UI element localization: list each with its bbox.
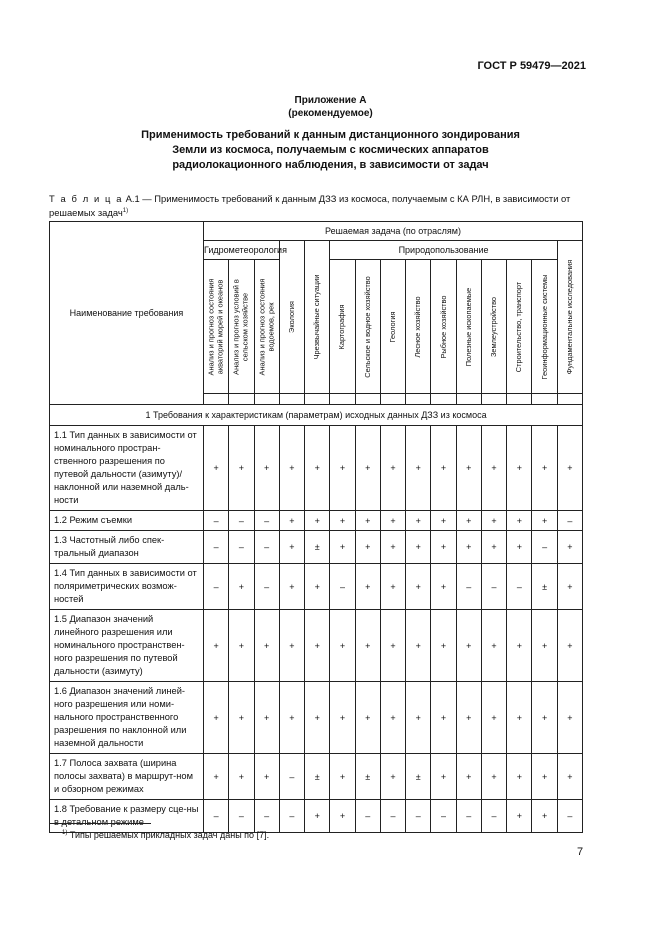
applicability-mark: + bbox=[507, 682, 532, 754]
header-spacer-cell bbox=[305, 394, 330, 405]
header-spacer-cell bbox=[557, 394, 582, 405]
caption-text: А.1 — Применимость требований к данным ДЗЗ из космоса, получаемым с КА РЛН, в зависимости от решаемых задач bbox=[49, 193, 571, 219]
column-header: Экология bbox=[279, 241, 304, 394]
applicability-mark: + bbox=[406, 426, 431, 511]
applicability-mark: + bbox=[406, 682, 431, 754]
applicability-mark: + bbox=[305, 800, 330, 833]
applicability-mark: – bbox=[204, 564, 229, 610]
document-code: ГОСТ Р 59479—2021 bbox=[477, 60, 586, 72]
column-header: Геоинформационные системы bbox=[532, 260, 557, 394]
applicability-mark: + bbox=[380, 564, 405, 610]
table-row bbox=[50, 754, 583, 800]
column-header: Сельское и водное хозяйство bbox=[355, 260, 380, 394]
header-spacer-cell bbox=[279, 394, 304, 405]
applicability-mark: + bbox=[305, 682, 330, 754]
task-header: Решаемая задача (по отраслям) bbox=[204, 222, 583, 241]
applicability-mark: + bbox=[229, 682, 254, 754]
applicability-mark: ± bbox=[355, 754, 380, 800]
applicability-mark: + bbox=[456, 426, 481, 511]
applicability-mark: + bbox=[431, 682, 456, 754]
applicability-mark: – bbox=[229, 531, 254, 564]
header-spacer-cell bbox=[507, 394, 532, 405]
header-spacer-cell bbox=[229, 394, 254, 405]
applicability-mark: – bbox=[204, 800, 229, 833]
applicability-mark: + bbox=[431, 511, 456, 531]
applicability-mark: + bbox=[557, 426, 582, 511]
applicability-mark: – bbox=[532, 531, 557, 564]
table-row bbox=[50, 800, 583, 833]
footnote-divider bbox=[49, 823, 151, 824]
name-column-header: Наименование требования bbox=[50, 222, 204, 405]
column-header: Анализ и прогноз состояния водоемов, рек bbox=[254, 260, 279, 394]
applicability-mark: + bbox=[204, 682, 229, 754]
applicability-mark: + bbox=[229, 564, 254, 610]
applicability-mark: + bbox=[456, 682, 481, 754]
applicability-mark: + bbox=[355, 610, 380, 682]
requirement-name: 1.4 Тип данных в зависимости от поляриметрических возмож-ностей bbox=[50, 564, 204, 610]
applicability-mark: + bbox=[279, 682, 304, 754]
applicability-mark: + bbox=[330, 531, 355, 564]
requirement-name: 1.1 Тип данных в зависимости от номинального простран-ственного разрешения по путевой дальности (азимуту)/ наклонной или наземной даль-ности bbox=[50, 426, 204, 511]
applicability-mark: + bbox=[507, 754, 532, 800]
applicability-mark: + bbox=[279, 426, 304, 511]
applicability-mark: – bbox=[406, 800, 431, 833]
caption-prefix: Т а б л и ц а bbox=[49, 193, 124, 204]
applicability-mark: ± bbox=[532, 564, 557, 610]
applicability-mark: + bbox=[305, 610, 330, 682]
main-title-line: Применимость требований к данным дистанционного зондирования bbox=[141, 129, 520, 141]
column-header: Картография bbox=[330, 260, 355, 394]
applicability-mark: + bbox=[254, 426, 279, 511]
main-title bbox=[0, 128, 661, 173]
applicability-mark: + bbox=[204, 754, 229, 800]
applicability-mark: + bbox=[305, 564, 330, 610]
applicability-mark: + bbox=[507, 531, 532, 564]
header-spacer-cell bbox=[456, 394, 481, 405]
applicability-mark: – bbox=[507, 564, 532, 610]
applicability-mark: – bbox=[254, 800, 279, 833]
applicability-mark: + bbox=[204, 610, 229, 682]
applicability-mark: – bbox=[204, 531, 229, 564]
requirement-name: 1.6 Диапазон значений линей-ного разрешения или номи-нального пространственного разрешения по наклонной или наземной дальности bbox=[50, 682, 204, 754]
group-header-hydromet: Гидрометеорология bbox=[204, 241, 280, 260]
applicability-mark: + bbox=[532, 426, 557, 511]
applicability-mark: – bbox=[456, 564, 481, 610]
appendix-subtitle: (рекомендуемое) bbox=[288, 108, 373, 119]
appendix-title: Приложение А bbox=[294, 95, 367, 106]
section-title: 1 Требования к характеристикам (параметрам) исходных данных ДЗЗ из космоса bbox=[50, 405, 583, 426]
applicability-mark: – bbox=[355, 800, 380, 833]
applicability-mark: + bbox=[431, 426, 456, 511]
requirement-name: 1.2 Режим съемки bbox=[50, 511, 204, 531]
column-header: Землеустройство bbox=[481, 260, 506, 394]
table-row bbox=[50, 511, 583, 531]
applicability-mark: – bbox=[380, 800, 405, 833]
applicability-mark: + bbox=[532, 511, 557, 531]
caption-footnote-ref: 1) bbox=[122, 208, 129, 214]
header-spacer-cell bbox=[532, 394, 557, 405]
applicability-mark: + bbox=[254, 682, 279, 754]
applicability-mark: + bbox=[279, 610, 304, 682]
applicability-mark: + bbox=[330, 754, 355, 800]
applicability-mark: + bbox=[431, 531, 456, 564]
appendix-heading bbox=[0, 94, 661, 120]
applicability-mark: + bbox=[330, 610, 355, 682]
column-header: Лесное хозяйство bbox=[406, 260, 431, 394]
applicability-mark: + bbox=[380, 682, 405, 754]
header-spacer-cell bbox=[254, 394, 279, 405]
applicability-mark: – bbox=[481, 564, 506, 610]
applicability-mark: + bbox=[380, 610, 405, 682]
column-header: Анализ и прогноз условий в сельском хозяйстве bbox=[229, 260, 254, 394]
applicability-mark: + bbox=[229, 610, 254, 682]
applicability-mark: ± bbox=[406, 754, 431, 800]
applicability-mark: + bbox=[229, 426, 254, 511]
applicability-mark: + bbox=[330, 682, 355, 754]
applicability-mark: + bbox=[507, 610, 532, 682]
applicability-mark: + bbox=[507, 511, 532, 531]
applicability-mark: + bbox=[380, 754, 405, 800]
page-number: 7 bbox=[577, 846, 584, 858]
group-header-nature: Природопользование bbox=[330, 241, 557, 260]
table-row bbox=[50, 682, 583, 754]
applicability-mark: + bbox=[279, 564, 304, 610]
applicability-mark: ± bbox=[305, 754, 330, 800]
applicability-mark: + bbox=[279, 531, 304, 564]
applicability-mark: ± bbox=[305, 531, 330, 564]
applicability-mark: + bbox=[456, 511, 481, 531]
applicability-mark: + bbox=[406, 564, 431, 610]
applicability-mark: + bbox=[380, 511, 405, 531]
applicability-mark: + bbox=[456, 531, 481, 564]
header-spacer-cell bbox=[330, 394, 355, 405]
table-row bbox=[50, 426, 583, 511]
column-header: Рыбное хозяйство bbox=[431, 260, 456, 394]
applicability-mark: + bbox=[305, 511, 330, 531]
applicability-mark: – bbox=[279, 754, 304, 800]
applicability-mark: + bbox=[204, 426, 229, 511]
table-row bbox=[50, 564, 583, 610]
column-header: Полезные ископаемые bbox=[456, 260, 481, 394]
main-title-line: радиолокационного наблюдения, в зависимости от задач bbox=[172, 159, 489, 171]
applicability-mark: + bbox=[532, 610, 557, 682]
column-header: Анализ и прогноз состояния акваторий морей и океанов bbox=[204, 260, 229, 394]
applicability-mark: + bbox=[330, 800, 355, 833]
applicability-mark: – bbox=[481, 800, 506, 833]
table-row bbox=[50, 610, 583, 682]
applicability-mark: + bbox=[355, 426, 380, 511]
requirement-name: 1.7 Полоса захвата (ширина полосы захвата) в маршрут-ном и обзорном режимах bbox=[50, 754, 204, 800]
header-spacer-cell bbox=[355, 394, 380, 405]
header-spacer-cell bbox=[380, 394, 405, 405]
applicability-mark: + bbox=[456, 610, 481, 682]
applicability-mark: – bbox=[431, 800, 456, 833]
applicability-mark: + bbox=[557, 754, 582, 800]
applicability-mark: + bbox=[532, 800, 557, 833]
applicability-mark: – bbox=[204, 511, 229, 531]
applicability-mark: + bbox=[406, 511, 431, 531]
header-spacer-cell bbox=[481, 394, 506, 405]
applicability-mark: + bbox=[279, 511, 304, 531]
applicability-mark: – bbox=[557, 511, 582, 531]
applicability-mark: + bbox=[330, 511, 355, 531]
applicability-mark: + bbox=[481, 682, 506, 754]
main-title-line: Земли из космоса, получаемым с космических аппаратов bbox=[172, 144, 489, 156]
applicability-mark: + bbox=[254, 610, 279, 682]
header-spacer-cell bbox=[431, 394, 456, 405]
requirement-name: 1.8 Требование к размеру сце-ны в детальном режиме bbox=[50, 800, 204, 833]
applicability-mark: – bbox=[456, 800, 481, 833]
applicability-mark: + bbox=[229, 754, 254, 800]
applicability-mark: – bbox=[330, 564, 355, 610]
column-header: Фундаментальные исследования bbox=[557, 241, 582, 394]
applicability-mark: – bbox=[254, 531, 279, 564]
applicability-mark: + bbox=[380, 531, 405, 564]
applicability-mark: + bbox=[532, 754, 557, 800]
applicability-mark: + bbox=[355, 682, 380, 754]
applicability-mark: – bbox=[254, 564, 279, 610]
applicability-mark: + bbox=[481, 531, 506, 564]
applicability-mark: + bbox=[481, 426, 506, 511]
applicability-mark: + bbox=[557, 610, 582, 682]
applicability-mark: + bbox=[355, 564, 380, 610]
applicability-mark: – bbox=[279, 800, 304, 833]
applicability-mark: – bbox=[229, 511, 254, 531]
column-header: Чрезвычайные ситуации bbox=[305, 241, 330, 394]
applicability-mark: + bbox=[481, 610, 506, 682]
column-header: Строительство, транспорт bbox=[507, 260, 532, 394]
applicability-mark: + bbox=[557, 564, 582, 610]
applicability-mark: + bbox=[305, 426, 330, 511]
applicability-mark: + bbox=[355, 511, 380, 531]
applicability-mark: + bbox=[507, 426, 532, 511]
applicability-mark: + bbox=[532, 682, 557, 754]
requirements-table bbox=[49, 221, 583, 833]
requirement-name: 1.5 Диапазон значений линейного разрешения или номинального пространствен-ного разрешения по путевой дальности (азимуту) bbox=[50, 610, 204, 682]
applicability-mark: – bbox=[557, 800, 582, 833]
requirement-name: 1.3 Частотный либо спек-тральный диапазон bbox=[50, 531, 204, 564]
table-caption bbox=[49, 192, 594, 219]
applicability-mark: + bbox=[507, 800, 532, 833]
applicability-mark: + bbox=[431, 564, 456, 610]
applicability-mark: + bbox=[431, 754, 456, 800]
applicability-mark: + bbox=[380, 426, 405, 511]
applicability-mark: – bbox=[254, 511, 279, 531]
applicability-mark: + bbox=[557, 682, 582, 754]
applicability-mark: + bbox=[406, 610, 431, 682]
footnote-text: Типы решаемых прикладных задач даны по [7]. bbox=[67, 830, 270, 840]
applicability-mark: + bbox=[355, 531, 380, 564]
applicability-mark: – bbox=[229, 800, 254, 833]
applicability-mark: + bbox=[481, 511, 506, 531]
footnote bbox=[62, 830, 269, 840]
applicability-mark: + bbox=[254, 754, 279, 800]
applicability-mark: + bbox=[456, 754, 481, 800]
applicability-mark: + bbox=[431, 610, 456, 682]
applicability-mark: + bbox=[406, 531, 431, 564]
header-spacer-cell bbox=[406, 394, 431, 405]
column-header: Геология bbox=[380, 260, 405, 394]
footnote-marker: 1) bbox=[62, 830, 68, 836]
applicability-mark: + bbox=[557, 531, 582, 564]
applicability-mark: + bbox=[481, 754, 506, 800]
applicability-mark: + bbox=[330, 426, 355, 511]
table-row bbox=[50, 531, 583, 564]
header-spacer-cell bbox=[204, 394, 229, 405]
